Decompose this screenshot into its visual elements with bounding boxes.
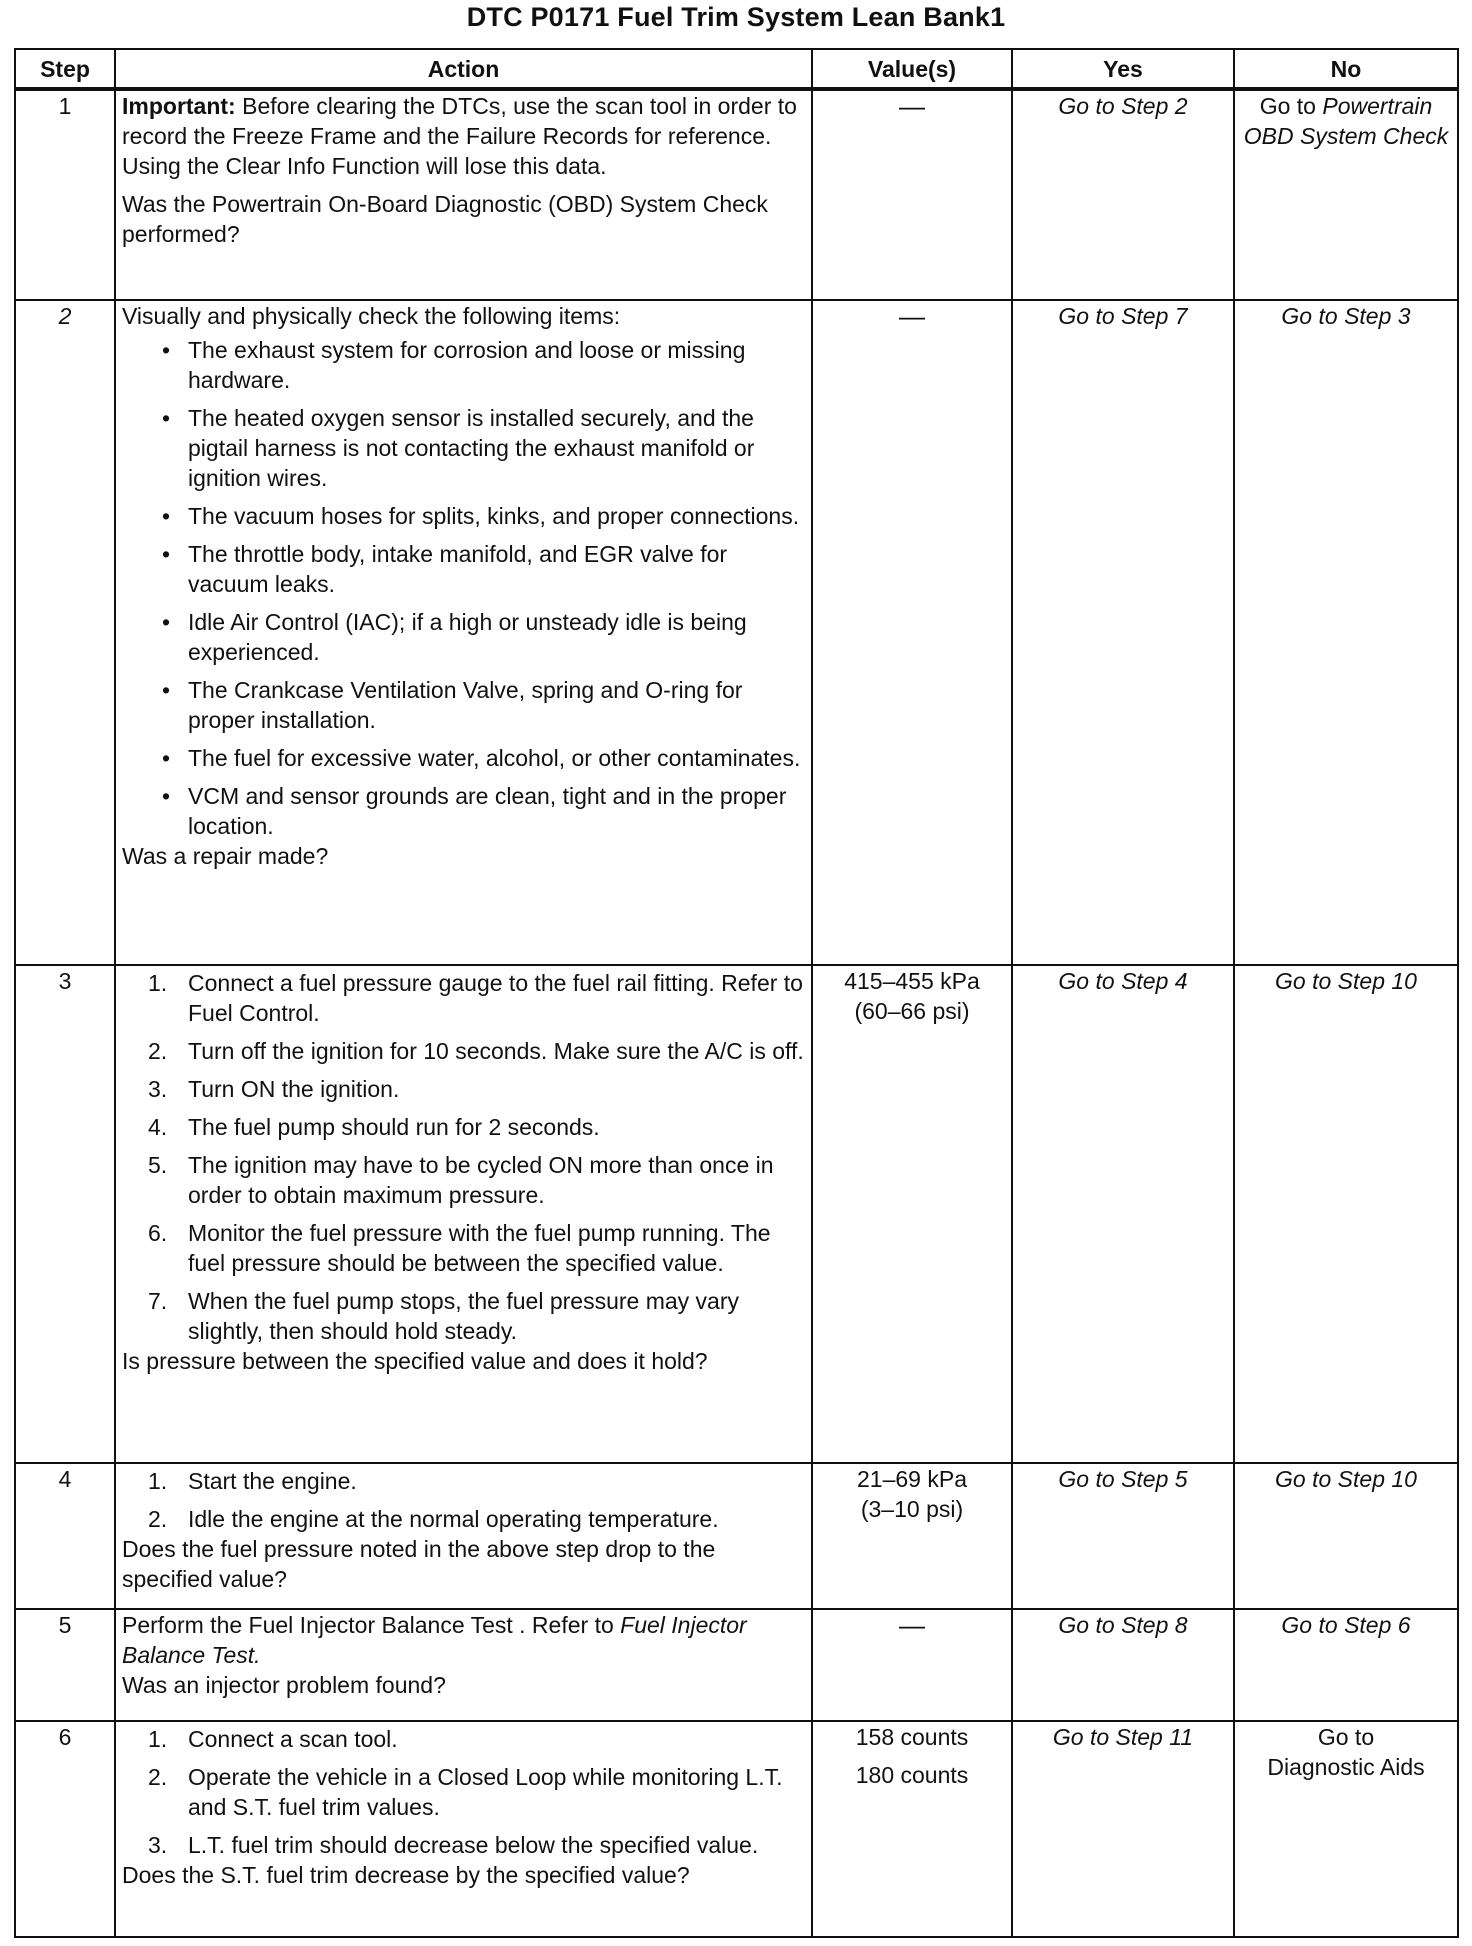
- header-values: Value(s): [812, 49, 1012, 89]
- header-step: Step: [15, 49, 115, 89]
- question: Was the Powertrain On-Board Diagnostic (OBD) System Check performed?: [122, 191, 768, 247]
- value-dash: —: [899, 301, 925, 331]
- header-no: No: [1234, 49, 1458, 89]
- value-cell: [812, 1721, 1012, 1937]
- list-item: • Idle Air Control (IAC); if a high or unsteady idle is being experienced.: [122, 607, 805, 667]
- action-text: [122, 1610, 805, 1670]
- list-item-text: Monitor the fuel pressure with the fuel pump running. The fuel pressure should be between the specified value.: [188, 1220, 771, 1276]
- value-line: (60–66 psi): [854, 998, 970, 1024]
- value-dash: —: [899, 1610, 925, 1640]
- value-cell: [812, 1463, 1012, 1609]
- list-item-text: Idle the engine at the normal operating temperature.: [188, 1506, 719, 1532]
- no-cell: [1234, 89, 1458, 300]
- header-row: [15, 49, 1458, 89]
- no-prefix: Go to: [1259, 93, 1323, 119]
- list-item: 1. Start the engine.: [148, 1468, 357, 1494]
- yes-cell: Go to Step 2: [1012, 89, 1234, 300]
- list-item: 2. Idle the engine at the normal operating temperature.: [148, 1506, 719, 1532]
- diagnostic-table: [14, 48, 1459, 1938]
- question: Was a repair made?: [122, 843, 329, 869]
- value-line: 415–455 kPa: [844, 968, 980, 994]
- check-list: [122, 335, 805, 841]
- action-text-prefix: Perform the Fuel Injector Balance Test . Refer to: [122, 1612, 621, 1638]
- list-item: 1. Connect a scan tool.: [148, 1726, 398, 1752]
- value-cell: [812, 965, 1012, 1463]
- action-cell: [115, 300, 812, 965]
- table-row: [15, 965, 1458, 1463]
- question: Does the S.T. fuel trim decrease by the specified value?: [122, 1862, 690, 1888]
- no-cell: Go to Step 10: [1234, 965, 1458, 1463]
- no-cell: [1234, 1721, 1458, 1937]
- no-cell: Go to Step 10: [1234, 1463, 1458, 1609]
- yes-cell: Go to Step 11: [1012, 1721, 1234, 1937]
- list-item-text: When the fuel pump stops, the fuel pressure may vary slightly, then should hold steady.: [188, 1288, 739, 1344]
- yes-cell: Go to Step 4: [1012, 965, 1234, 1463]
- table-row: [15, 1721, 1458, 1937]
- question: Is pressure between the specified value and does it hold?: [122, 1348, 708, 1374]
- list-item: 1. Connect a fuel pressure gauge to the fuel rail fitting. Refer to Fuel Control.: [148, 970, 803, 1026]
- list-item: 2. Turn off the ignition for 10 seconds. Make sure the A/C is off.: [148, 1038, 804, 1064]
- list-item-text: Start the engine.: [188, 1468, 357, 1494]
- value-line: 21–69 kPa: [857, 1466, 967, 1492]
- no-cell: Go to Step 6: [1234, 1609, 1458, 1721]
- important-label: Important:: [122, 93, 236, 119]
- value-cell: [812, 89, 1012, 300]
- list-item: 2. Operate the vehicle in a Closed Loop while monitoring L.T. and S.T. fuel trim values.: [148, 1764, 783, 1820]
- list-item: • VCM and sensor grounds are clean, tight and in the proper location.: [122, 781, 805, 841]
- list-item-text: The fuel pump should run for 2 seconds.: [188, 1114, 600, 1140]
- value-line: (3–10 psi): [860, 1496, 964, 1522]
- list-item: • The throttle body, intake manifold, and EGR valve for vacuum leaks.: [122, 539, 805, 599]
- table-row: [15, 1609, 1458, 1721]
- table-row: [15, 89, 1458, 300]
- important-text: Before clearing the DTCs, use the scan tool in order to record the Freeze Frame and the Failure Records for reference. Using the Clear Info Function will lose this data.: [122, 93, 797, 179]
- list-item-text: Operate the vehicle in a Closed Loop while monitoring L.T. and S.T. fuel trim values.: [188, 1764, 783, 1820]
- question: Was an injector problem found?: [122, 1672, 446, 1698]
- action-cell: [115, 1721, 812, 1937]
- list-item-text: The ignition may have to be cycled ON more than once in order to obtain maximum pressure.: [188, 1152, 774, 1208]
- list-item-text: Turn ON the ignition.: [188, 1076, 400, 1102]
- no-line: Diagnostic Aids: [1267, 1754, 1425, 1780]
- step-list: [122, 1466, 805, 1534]
- yes-cell: Go to Step 5: [1012, 1463, 1234, 1609]
- list-item-text: L.T. fuel trim should decrease below the specified value.: [188, 1832, 759, 1858]
- table-row: [15, 300, 1458, 965]
- list-item: 3. Turn ON the ignition.: [148, 1076, 400, 1102]
- yes-cell: Go to Step 7: [1012, 300, 1234, 965]
- list-item: • The fuel for excessive water, alcohol, or other contaminates.: [122, 743, 805, 773]
- value-line: 158 counts: [855, 1724, 969, 1750]
- list-item: • The heated oxygen sensor is installed securely, and the pigtail harness is not contacting the exhaust manifold or ignition wires.: [122, 403, 805, 493]
- action-intro: Visually and physically check the following items:: [122, 303, 621, 329]
- step-number: 2: [15, 300, 115, 965]
- action-cell: [115, 1609, 812, 1721]
- action-cell: [115, 89, 812, 300]
- list-item: 7. When the fuel pump stops, the fuel pressure may vary slightly, then should hold steady.: [148, 1288, 739, 1344]
- action-cell: [115, 965, 812, 1463]
- list-item: 3. L.T. fuel trim should decrease below the specified value.: [148, 1832, 759, 1858]
- no-cell: Go to Step 3: [1234, 300, 1458, 965]
- list-item-text: Turn off the ignition for 10 seconds. Make sure the A/C is off.: [188, 1038, 804, 1064]
- step-number: 4: [15, 1463, 115, 1609]
- no-link: Powertrain OBD System Check: [1243, 93, 1449, 149]
- header-action: Action: [115, 49, 812, 89]
- step-list: [122, 968, 805, 1346]
- list-item: • The vacuum hoses for splits, kinks, and proper connections.: [122, 501, 805, 531]
- yes-cell: Go to Step 8: [1012, 1609, 1234, 1721]
- action-cell: [115, 1463, 812, 1609]
- list-item: • The Crankcase Ventilation Valve, spring and O-ring for proper installation.: [122, 675, 805, 735]
- value-dash: —: [899, 91, 925, 121]
- list-item-text: Connect a fuel pressure gauge to the fuel rail fitting. Refer to Fuel Control.: [188, 970, 803, 1026]
- step-number: 3: [15, 965, 115, 1463]
- value-line: 180 counts: [855, 1762, 969, 1788]
- value-cell: [812, 300, 1012, 965]
- important-note: [122, 91, 805, 181]
- list-item: 5. The ignition may have to be cycled ON more than once in order to obtain maximum pressure.: [148, 1152, 774, 1208]
- table-row: [15, 1463, 1458, 1609]
- page-title: DTC P0171 Fuel Trim System Lean Bank1: [466, 2, 1006, 32]
- step-number: 1: [15, 89, 115, 300]
- header-yes: Yes: [1012, 49, 1234, 89]
- list-item: 4. The fuel pump should run for 2 seconds.: [148, 1114, 600, 1140]
- no-line: Go to: [1317, 1724, 1375, 1750]
- list-item: 6. Monitor the fuel pressure with the fuel pump running. The fuel pressure should be between the specified value.: [148, 1220, 771, 1276]
- list-item-text: Connect a scan tool.: [188, 1726, 398, 1752]
- step-number: 6: [15, 1721, 115, 1937]
- step-list: [122, 1724, 805, 1860]
- action-text-link: Fuel Injector Balance Test.: [122, 1612, 747, 1668]
- value-cell: [812, 1609, 1012, 1721]
- step-number: 5: [15, 1609, 115, 1721]
- question: Does the fuel pressure noted in the above step drop to the specified value?: [122, 1536, 716, 1592]
- list-item: • The exhaust system for corrosion and loose or missing hardware.: [122, 335, 805, 395]
